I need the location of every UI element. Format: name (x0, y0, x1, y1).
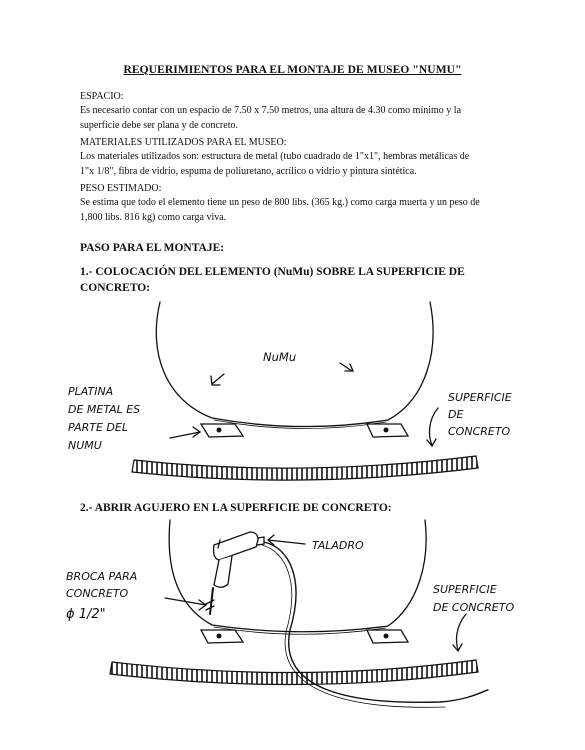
document-title: REQUERIMIENTOS PARA EL MONTAJE DE MUSEO "NUMU" (123, 64, 462, 76)
metal-plate (367, 630, 408, 643)
numu-body-outline (169, 520, 426, 632)
drill-icon (206, 532, 264, 614)
section-heading: ESPACIO: (80, 91, 124, 102)
metal-plate (201, 630, 243, 643)
note-line: DE (448, 408, 464, 421)
step-1-line: CONCRETO: (80, 282, 151, 294)
paragraph-line: Es necesario contar con un espacio de 7.50 x 7.50 metros, una altura de 4.30 como mínimo y la (80, 105, 462, 117)
note-line: DE METAL ES (68, 403, 141, 416)
arrow-to-surface (430, 408, 438, 445)
section-heading: PESO ESTIMADO: (80, 183, 162, 194)
arrow-to-bit (165, 598, 206, 605)
taladro-label: TALADRO (312, 539, 364, 552)
paragraph-line: 1,800 libs. 816 kg) como carga viva. (80, 211, 227, 223)
paragraph-line: superficie debe ser plana y de concreto. (80, 119, 238, 131)
metal-plate (201, 424, 243, 437)
note-line: PARTE DEL (68, 421, 128, 434)
step-2-heading: 2.- ABRIR AGUJERO EN LA SUPERFICIE DE CONCRETO: (80, 502, 392, 514)
step-1-line: 1.- COLOCACIÓN DEL ELEMENTO (NuMu) SOBRE LA SUPERFICIE DE (80, 266, 465, 278)
note-line: DE CONCRETO (433, 601, 515, 614)
section-heading: MATERIALES UTILIZADOS PARA EL MUSEO: (80, 137, 287, 148)
paso-heading: PASO PARA EL MONTAJE: (80, 242, 225, 254)
note-line: SUPERFICIE (448, 391, 512, 404)
sketch-1-labels (68, 350, 512, 452)
note-line: NUMU (68, 439, 102, 452)
arrow-left (212, 374, 224, 384)
note-line: CONCRETO (448, 425, 511, 438)
metal-plate (367, 424, 408, 437)
paragraph-line: Se estima que todo el elemento tiene un peso de 800 libs. (365 kg.) como carga muerta y un peso de (80, 197, 480, 209)
sketch-1 (132, 302, 478, 480)
paragraph-line: Los materiales utilizados son: estructura de metal (tubo cuadrado de 1"x1", hembras metálicas de (80, 151, 470, 163)
arrow-to-drill (268, 540, 305, 544)
sketch-2 (110, 520, 488, 707)
note-line: SUPERFICIE (433, 583, 497, 596)
numu-label: NuMu (263, 350, 297, 364)
note-line: BROCA PARA (66, 570, 138, 583)
numu-body-outline (156, 302, 433, 427)
note-line: ϕ 1/2" (66, 607, 106, 622)
note-line: PLATINA (68, 385, 114, 398)
paragraph-line: 1"x 1/8", fibra de vidrio, espuma de poliuretano, acrílico o vidrio y pintura sintética. (80, 165, 417, 177)
concrete-surface-hatch (132, 456, 478, 480)
note-line: CONCRETO (66, 587, 129, 600)
